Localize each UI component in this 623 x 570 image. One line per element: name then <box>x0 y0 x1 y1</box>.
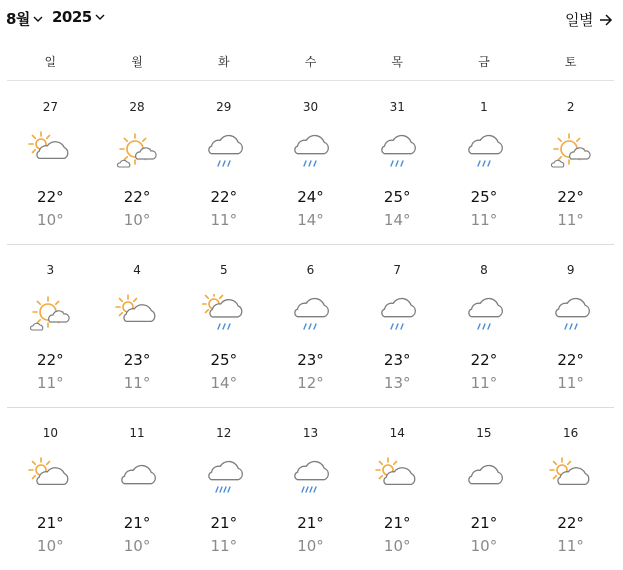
day-date: 3 <box>46 263 55 277</box>
day-cell[interactable] <box>7 81 94 244</box>
day-cell[interactable] <box>354 81 441 244</box>
low-temp: 13° <box>383 374 411 392</box>
cloud-icon <box>462 457 506 497</box>
day-cell[interactable] <box>267 81 354 244</box>
day-date: 13 <box>302 426 319 440</box>
day-cell[interactable] <box>441 407 528 570</box>
rain-cloud-icon <box>288 294 332 334</box>
low-temp: 10° <box>37 537 64 555</box>
day-date: 16 <box>563 426 579 440</box>
day-cell[interactable] <box>267 244 354 407</box>
weekday-tue: 화 <box>217 54 230 69</box>
day-date: 11 <box>129 426 145 440</box>
chevron-down-icon <box>33 15 43 23</box>
high-temp: 21° <box>210 514 238 532</box>
weekday-sat: 토 <box>564 54 577 69</box>
high-temp: 25° <box>210 351 238 369</box>
partly-cloudy-sun-icon <box>115 294 159 334</box>
low-temp: 11° <box>210 211 238 229</box>
day-cell[interactable] <box>7 244 94 407</box>
year-label: 2025 <box>52 8 92 26</box>
partly-cloudy-sun-icon <box>375 457 419 497</box>
daily-view-button[interactable] <box>565 9 613 30</box>
day-cell[interactable] <box>527 244 614 407</box>
high-temp: 21° <box>383 514 411 532</box>
weekday-thu: 목 <box>391 54 403 69</box>
weekday-wed: 수 <box>304 54 317 69</box>
high-temp: 22° <box>557 514 584 532</box>
weekday-header-row <box>7 42 614 81</box>
day-date: 10 <box>42 426 58 440</box>
heavy-rain-cloud-icon <box>288 457 332 497</box>
day-date: 7 <box>393 263 402 277</box>
low-temp: 14° <box>210 374 238 392</box>
calendar-header <box>0 0 623 42</box>
day-cell[interactable] <box>354 407 441 570</box>
low-temp: 10° <box>37 211 64 229</box>
sun-behind-cloud-icon <box>115 131 159 171</box>
year-selector[interactable] <box>52 8 105 26</box>
month-selector[interactable] <box>6 8 43 29</box>
day-cell[interactable] <box>441 81 528 244</box>
low-temp: 10° <box>470 537 498 555</box>
rain-cloud-icon <box>549 294 593 334</box>
day-cell[interactable] <box>94 244 181 407</box>
day-cell[interactable] <box>180 81 267 244</box>
high-temp: 22° <box>37 351 64 369</box>
day-cell[interactable] <box>180 407 267 570</box>
low-temp: 11° <box>557 211 584 229</box>
daily-view-label: 일별 <box>565 11 593 29</box>
high-temp: 23° <box>297 351 324 369</box>
day-date: 29 <box>216 100 232 114</box>
high-temp: 21° <box>37 514 64 532</box>
week-row <box>7 244 614 408</box>
month-label: 8월 <box>6 10 30 28</box>
day-cell[interactable] <box>354 244 441 407</box>
rain-cloud-icon <box>288 131 332 171</box>
day-date: 8 <box>480 263 488 277</box>
day-cell[interactable] <box>180 244 267 407</box>
high-temp: 25° <box>383 188 411 206</box>
rain-cloud-icon <box>202 131 246 171</box>
day-date: 4 <box>133 263 141 277</box>
high-temp: 21° <box>297 514 324 532</box>
high-temp: 23° <box>123 351 151 369</box>
high-temp: 24° <box>297 188 324 206</box>
arrow-right-icon <box>599 14 613 26</box>
low-temp: 11° <box>557 374 584 392</box>
day-date: 2 <box>566 100 575 114</box>
weekday-mon: 월 <box>131 54 143 69</box>
heavy-rain-cloud-icon <box>202 457 246 497</box>
partly-cloudy-sun-icon <box>28 457 72 497</box>
day-date: 15 <box>476 426 492 440</box>
day-date: 6 <box>306 263 315 277</box>
high-temp: 22° <box>557 188 584 206</box>
day-date: 27 <box>42 100 58 114</box>
sun-rain-cloud-icon <box>202 294 246 334</box>
sun-behind-cloud-icon <box>549 131 593 171</box>
day-date: 28 <box>129 100 145 114</box>
low-temp: 11° <box>470 211 498 229</box>
day-date: 5 <box>219 263 228 277</box>
week-row <box>7 407 614 570</box>
cloud-icon <box>115 457 159 497</box>
high-temp: 21° <box>123 514 151 532</box>
low-temp: 11° <box>470 374 498 392</box>
high-temp: 22° <box>123 188 151 206</box>
low-temp: 11° <box>557 537 584 555</box>
weekday-fri: 금 <box>478 54 490 69</box>
sun-behind-cloud-icon <box>28 294 72 334</box>
high-temp: 23° <box>383 351 411 369</box>
day-cell[interactable] <box>94 407 181 570</box>
low-temp: 14° <box>297 211 324 229</box>
rain-cloud-icon <box>462 131 506 171</box>
low-temp: 14° <box>383 211 411 229</box>
low-temp: 12° <box>297 374 324 392</box>
day-date: 31 <box>389 100 405 114</box>
day-date: 1 <box>480 100 488 114</box>
partly-cloudy-sun-icon <box>28 131 72 171</box>
low-temp: 10° <box>297 537 324 555</box>
day-cell[interactable] <box>267 407 354 570</box>
high-temp: 22° <box>37 188 64 206</box>
high-temp: 21° <box>470 514 498 532</box>
day-date: 9 <box>566 263 575 277</box>
day-cell[interactable] <box>7 407 94 570</box>
high-temp: 22° <box>470 351 498 369</box>
high-temp: 22° <box>210 188 238 206</box>
low-temp: 10° <box>123 537 151 555</box>
day-cell[interactable] <box>527 407 614 570</box>
partly-cloudy-sun-icon <box>549 457 593 497</box>
day-cell[interactable] <box>527 81 614 244</box>
chevron-down-icon <box>95 13 105 21</box>
high-temp: 25° <box>470 188 498 206</box>
day-cell[interactable] <box>441 244 528 407</box>
low-temp: 11° <box>123 374 151 392</box>
low-temp: 11° <box>210 537 238 555</box>
low-temp: 10° <box>383 537 411 555</box>
low-temp: 10° <box>123 211 151 229</box>
rain-cloud-icon <box>462 294 506 334</box>
day-date: 14 <box>389 426 405 440</box>
weekday-sun: 일 <box>44 54 57 69</box>
rain-cloud-icon <box>375 294 419 334</box>
low-temp: 11° <box>37 374 64 392</box>
day-date: 30 <box>302 100 319 114</box>
day-cell[interactable] <box>94 81 181 244</box>
day-date: 12 <box>216 426 232 440</box>
high-temp: 22° <box>557 351 584 369</box>
rain-cloud-icon <box>375 131 419 171</box>
week-row <box>7 81 614 245</box>
